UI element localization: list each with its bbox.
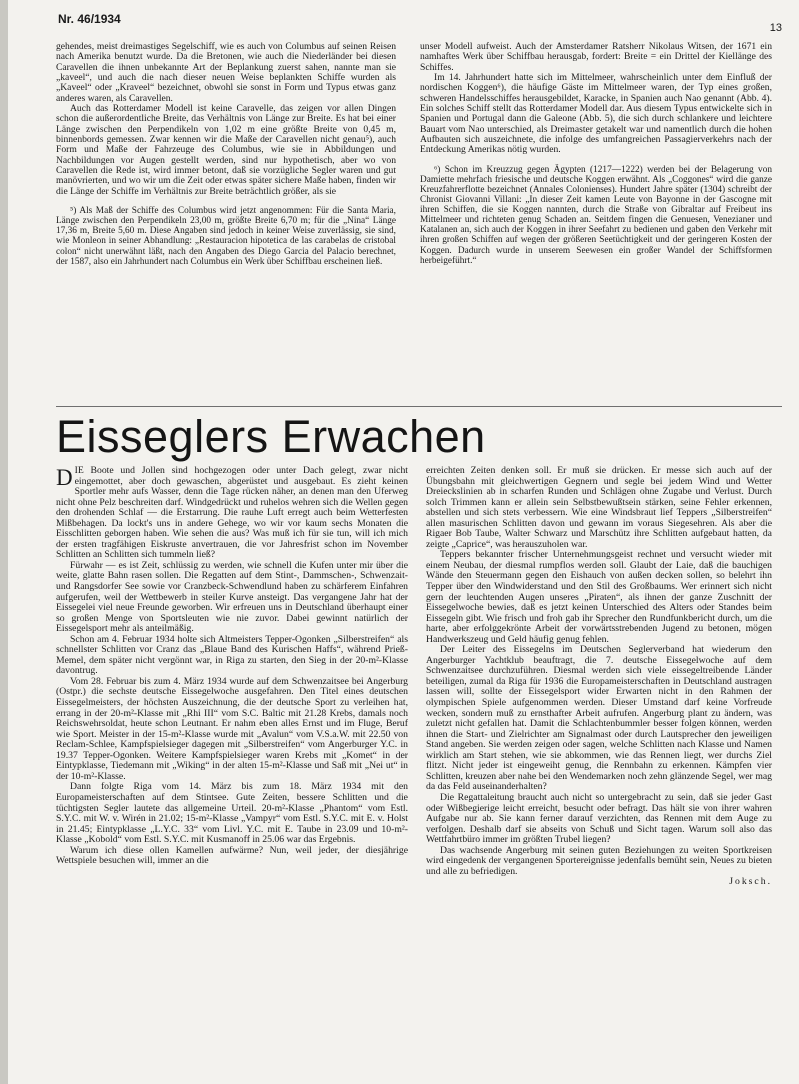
paragraph: Teppers bekannter frischer Unternehmungsgeist rechnet und versucht wieder mit einem Neubau, der diesmal rumpflos werden soll. Glaubt der Laie, daß die bauchigen Wände den Steuermann gegen den Eishauch von außen decken sollen, so belehrt ihn Tepper über den Windwiderstand und den Stil des Großbaums. Wer erinnert sich nicht gern der leuchtenden Augen unseres „Piraten“, als ihnen der ganze Zuschnitt der Eissegelwoche bewies, daß es jetzt keinen Unterschied des Alters oder Standes beim Eissegeln gibt. Wie frisch und froh gab ihr Sprecher den Rundfunkbericht durch, um die harte, aber erfolggekrönte Arbeit der vorwärtsstrebenden Jugend zu betonen, mögen Handwerkszeug und Geld häufig genug fehlen.	[426, 549, 772, 645]
magazine-page	[56, 8, 782, 1076]
paragraph: erreichten Zeiten denken soll. Er muß sie drücken. Er messe sich auch auf der Übungsbahn mit gleichwertigen Gegnern und segle bei jedem Wind und Wetter Dreieckslinien ab in scharfen Runden und Schlägen ohne Zugabe und Verlust. Durch solch Trimmen kann er allein sein Selbstbewußtsein stärken, seine Fehler erkennen, abstellen und sich stets verbessern. Wie eine Windsbraut lief Teppers „Silberstreifen“ allen masurischen Schlitten davon und gewann im voraus Siegesehren. Als aber die Rigaer Bob Taube, Walter Schwarz und Marschütz ihre Schlitten aufgebaut hatten, da zeigte „Caprice“, was herauszuholen war.	[426, 465, 772, 550]
author-signature: Joksch.	[729, 876, 772, 888]
section-divider	[56, 406, 782, 407]
drop-cap: D	[56, 465, 73, 490]
top-article-right-column	[420, 42, 772, 266]
footnote-text: ⁵) Als Maß der Schiffe des Columbus wird jetzt angenommen: Für die Santa Maria, Länge zwischen den Perpendikeln 23,00 m, größte Breite 6,70 m; für die „Nina“ Länge 17,36 m, Breite 5,60 m. Diese Angaben sind jedoch in keiner Weise zuverlässig, sie sind, wie Monleon in seiner Abhandlung: „Restauracion hipotetica de las carabelas de cristobal colon“ nicht unerwähnt läßt, nach den Angaben des Diego Garcia del Palacio berechnet, der 1587, also ein Jahrhundert nach Columbus ein Werk über Schiffbau erscheinen ließ.	[56, 206, 396, 267]
paragraph: Der Leiter des Eissegelns im Deutschen Seglerverband hat wiederum den Angerburger Yachtklub beauftragt, die 7. deutsche Eissegelwoche auf dem Schwenzaitsee durchzuführen. Diesmal werden sich viele eissegeltreibende Länder beteiligen, zumal da Riga für 1936 die Europameisterschaften in Deutschland austragen lassen will, sollte der Eissegelsport wider Erwarten nicht in den Rahmen der olympischen Spiele aufgenommen werden. Dieser Umstand darf keine Vorfreude wecken, sondern muß zu ernsthafter Arbeit aufrufen. Angerburg plant zu ändern, was zuletzt nicht gefallen hat. Damit die Schlachtenbummler besser folgen können, werden ihnen die Start- und Zielrichter am Signalmast oder durch Lautsprecher den jeweiligen Stand angeben. Sie werden zeigen oder sagen, welche Schlitten nach Klasse und Namen wirklich am Start stehen, wie sie abkommen, wie das Rennen liegt, wer durchs Ziel flitzt. Nicht jeder ist eingeweiht genug, die Rennbahn zu erkennen. Kämpfen vier Schlitten, kreuzen aber nahe bei den Wendemarken noch zehn glänzende Segel, wer mag da das Feld auseinanderhalten?	[426, 644, 772, 793]
page-edge	[0, 0, 8, 1084]
paragraph: Schon am 4. Februar 1934 holte sich Altmeisters Tepper-Ogonken „Silberstreifen“ als schnellster Schlitten vor Cranz das „Blaue Band des Kurischen Haffs“, während Prieß-Memel, dem später nicht vergönnt war, in Riga zu starten, den Sieg in der 20-m²-Klasse davontrug.	[56, 633, 408, 677]
page-header	[56, 8, 782, 32]
paragraph: gehendes, meist dreimastiges Segelschiff, wie es auch von Columbus auf seinen Reisen nach Amerika benutzt wurde. Da die Bretonen, wie auch die Niederländer bei diesen Caravellen die ihnen unbekannte Art der Beplankung zuerst sahen, nannte man sie „kaveel“, und auch die nach dieser neuen Weise beplankten Schiffe wurden als „Kaveel“ oder „Kraveel“ bezeichnet, obwohl sie sonst in Form und Typus etwas ganz anderes waren, als Caravellen.	[56, 41, 396, 104]
paragraph: Vom 28. Februar bis zum 4. März 1934 wurde auf dem Schwenzaitsee bei Angerburg (Ostpr.) die sechste deutsche Eissegelwoche ausgefahren. Den Titel eines deutschen Eissegelmeisters, der höchsten Auszeichnung, die der deutsche Sport zu verleihen hat, errang in der 20-m²-Klasse mit „Rhi III“ vom S.C. Baltic mit 21.28 Krebs, damals noch Reichswehrsoldat, heute schon Leutnant. Er nahm eben alles Ernst und im Fluge, Beruf wie Sport. Meister in der 15-m²-Klasse wurde mit „Avalun“ vom V.S.a.W. mit 22.50 von Reclam-Schlee, Kampfspielsieger dagegen mit „Silberstreifen“ vom Angerburger Y.C. in 19.37 Tepper-Ogonken. Weitere Kampfspielsieger waren Krebs mit „Komet“ in der Eintypklasse, Tiedemann mit „Wiking“ in der alten 15-m²-Klasse und Saß mit „Nei ut“ in der 10-m²-Klasse.	[56, 675, 408, 782]
article-right-column	[426, 466, 772, 888]
lead-paragraph	[56, 466, 408, 561]
footnote-text: ⁶) Schon im Kreuzzug gegen Ägypten (1217—1222) werden bei der Belagerung von Damiette mehrfach friesische und deutsche Koggen erwähnt. Als „Coggones“ wird die ganze Kreuzfahrerflotte bezeichnet (Annales Colonienses). Hundert Jahre später (1304) schreibt der Chronist Giovanni Villani: „In dieser Zeit kamen Leute von Bayonne in der Gascogne mit ihren Schiffen, die sie Koggen nannten, durch die Straße von Gibraltar auf Freibeut ins Mittelmeer und richteten genug Schaden an. Seitdem fingen die Genuesen, Venezianer und Katalanen an, sich auch der Koggen in ihrer Seefahrt zu bedienen und gaben den Verkehr mit ihren großen Schiffen auf wegen der größeren Seetüchtigkeit und der geringeren Kosten der Koggen. Dadurch wurde in unserem Seewesen ein großer Wandel der Schiffsformen herbeigeführt.“	[420, 164, 772, 266]
page-number: 13	[769, 22, 782, 34]
paragraph: Im 14. Jahrhundert hatte sich im Mittelmeer, wahrscheinlich unter dem Einfluß der nordischen Koggen⁶), die häufige Gäste im Mittelmeer waren, der Typ eines großen, schweren Handelsschiffes herausgebildet, Karacke, in Spanien auch Nao genannt (Abb. 4). Ein solches Schiff stellt das Rotterdamer Modell dar. Aus diesem Typus entwickelte sich in Spanien und Portugal dann die Galeone (Abb. 5), die sich durch schlankere und leichtere Bauart vom Nao unterschied, als Dreimaster getakelt war und namentlich durch die hohen Aufbauten sich auszeichnete, die infolge des umfangreichen Passagierverkehrs nach der Entdeckung Amerikas nötig wurden.	[420, 72, 772, 156]
paragraph: Warum ich diese ollen Kamellen aufwärme? Nun, weil jeder, der diesjährige Wettspiele besuchen will, immer an die	[56, 844, 408, 867]
paragraph: Dann folgte Riga vom 14. März bis zum 18. März 1934 mit den Europameisterschaften auf dem Stintsee. Gute Zeiten, bessere Schlitten und die tüchtigsten Segler lautete das allgemeine Urteil. 20-m²-Klasse „Phantom“ vom Estl. S.Y.C. mit W. v. Wirén in 21.02; 15-m²-Klasse „Vampyr“ vom Estl. S.Y.C. mit E. v. Holst in 21.45; Eintypklasse „L.Y.C. 33“ vom Livl. Y.C. mit E. Taube in 23.09 und 10-m²-Klasse „Kobold“ vom Estl. S.Y.C. mit Kusmanoff in 25.06 war das Ergebnis.	[56, 781, 408, 846]
article-left-column	[56, 466, 408, 867]
paragraph: Die Regattaleitung braucht auch nicht so untergebracht zu sein, daß sie jeder Gast oder Wißbegierige leicht erreicht, besucht oder befragt. Das hält sie von ihrer wahren Aufgabe nur ab. Sie kann ferner darauf verzichten, das Rennen mit dem Auge zu verfolgen. Deshalb darf sie abseits von Schuß und Sicht tagen. Warum soll also das Wettfahrtbüro immer im größten Trubel liegen?	[426, 791, 772, 846]
paragraph: unser Modell aufweist. Auch der Amsterdamer Ratsherr Nikolaus Witsen, der 1671 ein namhaftes Werk über Schiffbau herausgab, fordert: Breite = ein Drittel der Kiellänge des Schiffes.	[420, 41, 772, 73]
footnote	[420, 165, 772, 266]
article-title: Eisseglers Erwachen	[56, 411, 486, 462]
paragraph: Fürwahr — es ist Zeit, schlüssig zu werden, wie schnell die Kufen unter mir über die weite, glatte Bahn rasen sollen. Die Regatten auf dem Stint-, Dammschen-, Schwenzait- und Rangsdorfer See sowie vor Cranzbeck-Schwendlund haben zu schärferem Einfahren aufgerufen, weil der Wettbewerb in steiler Kurve ansteigt. Das vergangene Jahr hat der Eissegelei viel neue Freunde geworben. Wir erfreuen uns in Deutschland überhaupt einer so großen Menge von Sportsleuten wie nie zuvor. Dabei gewinnt natürlich der Eissegelsport mehr als anteilmäßig.	[56, 559, 408, 635]
footnote	[56, 206, 396, 267]
paragraph: Auch das Rotterdamer Modell ist keine Caravelle, das zeigen vor allen Dingen schon die außerordentliche Breite, das Verhältnis von Länge zur Breite. Es hat bei einer Länge zwischen den Perpendikeln von 1,02 m eine größte Breite von 0,45 m, binnenbords gemessen. Zwar kennen wir die Maße der Caravellen nicht genau⁵), auch Form und Maße der Fahrzeuge des Columbus, wie sie in Abbildungen und Nachbildungen vor Augen gestellt werden, sind nur hypothetisch, aber wo von Caravellen die Rede ist, wird immer betont, daß sie vorzügliche Segler waren und gut manövrierten, und wo wir um die Zeit oder etwas später sichere Maße haben, finden wir die Länge der Schiffe im Verhältnis zur Breite beträchtlich größer, als sie	[56, 103, 396, 197]
paragraph: Das wachsende Angerburg mit seinen guten Beziehungen zu weiten Sportkreisen wird eingedenk der vergangenen Sportereignisse jedenfalls bemüht sein, Neues zu bieten und alle zu befriedigen.	[426, 844, 772, 877]
lead-text: IE Boote und Jollen sind hochgezogen oder unter Dach gelegt, zwar nicht eingemottet, aber doch gewaschen, abgerüstet und ausgebaut. Es zieht keinen Sportler mehr aufs Wasser, denn die Tage rücken näher, an denen man den Uferweg nicht ohne Pelz beschreiten darf. Windgedrückt und ruhelos wehren sich die Wellen gegen den drohenden Schlaf — die Erstarrung. Die rauhe Luft erregt auch beim Wetterfesten Mißbehagen. Da lockt's uns in andere Gehege, wo wir vor kaum sechs Monaten die Eisschlitten geborgen haben. Wie sehen die aus? Was muß ich für sie tun, will ich mich der ersten tragfähigen Eiskruste anvertrauen, die vor Jahresfrist schon im November Schlitten an Schlitten sich tummeln ließ?	[56, 465, 408, 561]
issue-number: Nr. 46/1934	[58, 12, 121, 26]
top-article-left-column	[56, 42, 396, 267]
